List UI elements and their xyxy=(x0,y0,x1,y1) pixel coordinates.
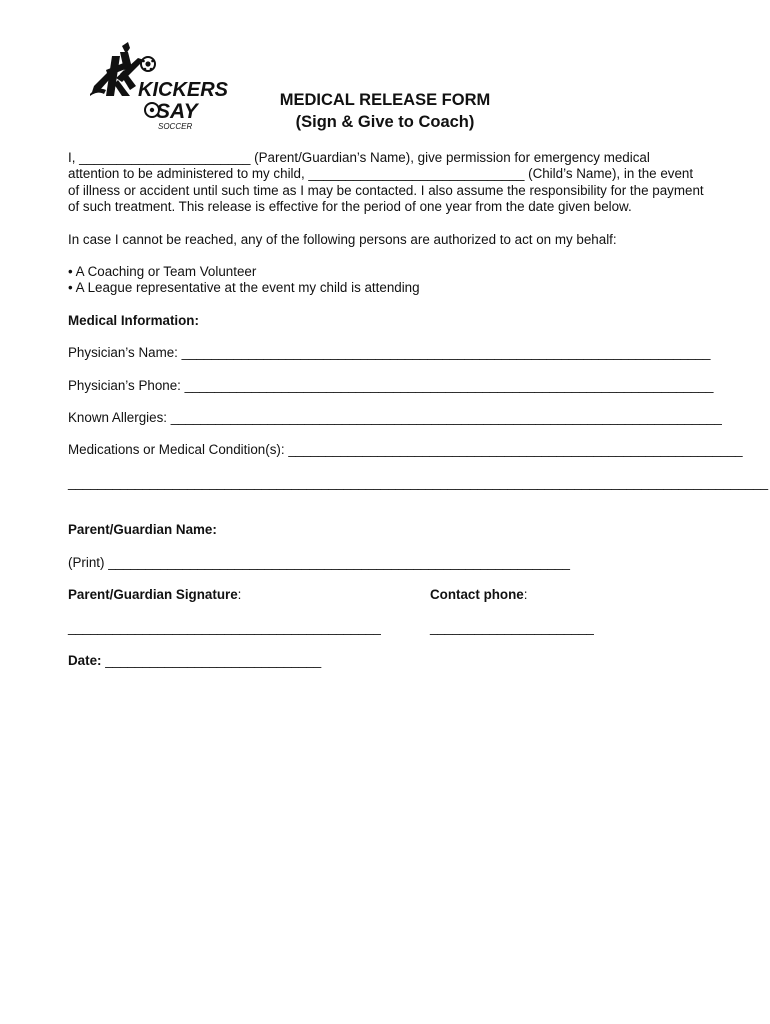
signature-blank[interactable]: __________________________________________ xyxy=(68,620,381,636)
date-blank[interactable]: _____________________________ xyxy=(105,653,322,669)
known-allergies-field[interactable] xyxy=(68,410,722,426)
medical-info-heading: Medical Information: xyxy=(68,312,199,328)
medications-field[interactable] xyxy=(68,442,743,458)
medications-label: Medications or Medical Condition(s): xyxy=(68,442,285,458)
medications-blank[interactable]: _____________________________________________________________ xyxy=(288,442,743,458)
authorized-paragraph: In case I cannot be reached, any of the following persons are authorized to act on my behalf: xyxy=(68,231,617,247)
form-subtitle: (Sign & Give to Coach) xyxy=(295,113,475,131)
physician-phone-label: Physician’s Phone: xyxy=(68,377,181,393)
known-allergies-blank[interactable]: __________________________________________________________________________ xyxy=(170,410,722,426)
parent-guardian-name-heading: Parent/Guardian Name: xyxy=(68,522,217,538)
authorized-list xyxy=(68,264,704,297)
permission-paragraph: I, _______________________ (Parent/Guardian’s Name), give permission for emergency medical attention to be administered to my child, _____________________________ (Child’s Name), in the event of illness or accident until such time as I may be contacted. I also assume the responsibility for the payment of such treatment. This release is effective for the period of one year from the date given below. xyxy=(68,150,704,215)
print-name-field[interactable] xyxy=(68,555,704,571)
contact-phone-blank[interactable]: ______________________ xyxy=(430,620,594,636)
known-allergies-label: Known Allergies: xyxy=(68,410,167,426)
authorized-list-item: • A League representative at the event my child is attending xyxy=(68,280,420,296)
contact-phone-label: Contact phone xyxy=(430,587,524,603)
signature-colon: : xyxy=(237,587,242,603)
kickers-say-soccer-logo xyxy=(86,40,229,132)
physician-phone-blank[interactable]: _______________________________________________________________________ xyxy=(184,377,714,393)
physician-name-blank[interactable]: _______________________________________________________________________ xyxy=(181,345,711,361)
date-field[interactable] xyxy=(68,653,704,669)
signature-labels-row xyxy=(68,587,704,603)
date-label: Date: xyxy=(68,653,102,669)
logo-text-say: SAY xyxy=(156,100,198,123)
contact-colon: : xyxy=(523,587,528,603)
physician-name-field[interactable] xyxy=(68,345,711,361)
signature-lines-row xyxy=(68,620,704,636)
physician-name-label: Physician’s Name: xyxy=(68,345,178,361)
form-title-block xyxy=(230,89,540,133)
contact-label-group xyxy=(430,587,527,603)
medications-extra-line[interactable]: ______________________________________________________________________________________________ xyxy=(68,474,769,490)
soccer-ball-icon xyxy=(141,57,155,71)
form-title: MEDICAL RELEASE FORM xyxy=(279,91,491,109)
print-name-blank[interactable]: ______________________________________________________________ xyxy=(108,554,570,570)
form-body xyxy=(68,150,769,670)
signature-label: Parent/Guardian Signature xyxy=(68,587,238,603)
signature-label-group xyxy=(68,587,241,603)
print-label: (Print) xyxy=(68,554,105,570)
physician-phone-field[interactable] xyxy=(68,377,714,394)
authorized-list-item: • A Coaching or Team Volunteer xyxy=(68,264,257,280)
logo-text-soccer: SOCCER xyxy=(158,122,193,131)
logo-text-kickers: KICKERS xyxy=(138,79,229,101)
